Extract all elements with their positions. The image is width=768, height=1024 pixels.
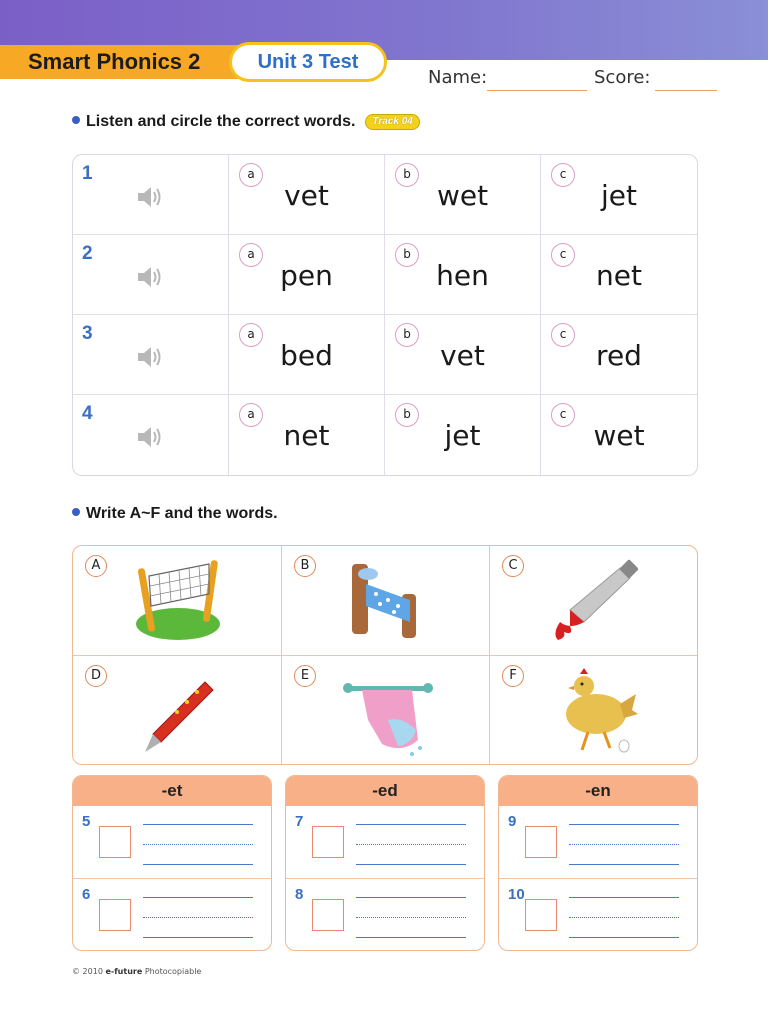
option-letter: b (395, 403, 419, 427)
question-number: 2 (82, 243, 93, 264)
word-box-ed (285, 775, 485, 951)
option-letter: c (551, 323, 575, 347)
option-word[interactable]: jet (444, 419, 481, 452)
option-cell[interactable] (229, 235, 385, 315)
speaker-icon[interactable] (135, 343, 165, 371)
writing-line[interactable] (569, 937, 679, 938)
option-word[interactable]: wet (593, 419, 645, 452)
option-cell[interactable] (541, 235, 697, 315)
track-badge: Track 04 (365, 114, 419, 130)
option-letter: a (239, 403, 263, 427)
word-box-heading: -en (499, 776, 697, 806)
writing-line[interactable] (569, 897, 679, 898)
option-cell[interactable] (385, 315, 541, 395)
answer-row (499, 806, 697, 879)
option-cell[interactable] (229, 395, 385, 475)
writing-line[interactable] (356, 897, 466, 898)
speaker-icon[interactable] (135, 423, 165, 451)
question-cell (73, 235, 229, 315)
answer-number: 10 (508, 886, 525, 903)
option-letter: b (395, 243, 419, 267)
net-icon (123, 550, 233, 650)
option-letter: c (551, 243, 575, 267)
writing-line[interactable] (143, 824, 253, 825)
option-word[interactable]: red (596, 339, 642, 372)
unit-title: Unit 3 Test (229, 42, 387, 82)
question-number: 4 (82, 403, 93, 424)
answer-number: 6 (82, 886, 91, 903)
wet-towel-icon (332, 660, 442, 760)
writing-guide-line (356, 917, 466, 918)
name-field-line[interactable] (487, 90, 587, 91)
option-letter: b (395, 323, 419, 347)
option-word[interactable]: vet (440, 339, 485, 372)
picture-cell (490, 546, 698, 656)
option-word[interactable]: jet (601, 179, 637, 212)
option-letter: c (551, 163, 575, 187)
bullet-icon (72, 116, 80, 124)
option-word[interactable]: hen (436, 259, 489, 292)
section2-instruction (72, 503, 278, 525)
answer-number: 7 (295, 813, 304, 830)
picture-letter: F (502, 665, 524, 687)
letter-answer-box[interactable] (525, 899, 557, 931)
option-word[interactable]: bed (280, 339, 333, 372)
question-number: 1 (82, 163, 93, 184)
option-letter: b (395, 163, 419, 187)
section1-instruction (72, 111, 420, 133)
picture-table (72, 545, 698, 765)
writing-line[interactable] (569, 824, 679, 825)
option-letter: a (239, 243, 263, 267)
option-word[interactable]: net (283, 419, 330, 452)
word-box-et (72, 775, 272, 951)
question-cell (73, 315, 229, 395)
option-cell[interactable] (385, 155, 541, 235)
question-number: 3 (82, 323, 93, 344)
answer-number: 9 (508, 813, 517, 830)
word-box-en (498, 775, 698, 951)
option-letter: c (551, 403, 575, 427)
copyright: © 2010 (72, 967, 103, 976)
pen-icon (123, 660, 233, 760)
option-letter: a (239, 163, 263, 187)
series-title: Smart Phonics 2 (28, 49, 201, 74)
picture-cell (282, 546, 490, 656)
question-cell (73, 155, 229, 235)
photocopiable-note: Photocopiable (144, 967, 202, 976)
option-cell[interactable] (541, 315, 697, 395)
writing-guide-line (356, 844, 466, 845)
letter-answer-box[interactable] (312, 899, 344, 931)
answer-row (286, 879, 484, 951)
answer-row (73, 879, 271, 951)
option-cell[interactable] (229, 315, 385, 395)
picture-letter: A (85, 555, 107, 577)
speaker-icon[interactable] (135, 263, 165, 291)
option-cell[interactable] (541, 395, 697, 475)
picture-cell (282, 656, 490, 765)
answer-number: 5 (82, 813, 91, 830)
writing-line[interactable] (143, 864, 253, 865)
letter-answer-box[interactable] (99, 826, 131, 858)
option-letter: a (239, 323, 263, 347)
section1-instruction-text: Listen and circle the correct words. (86, 113, 356, 130)
writing-line[interactable] (356, 824, 466, 825)
answer-row (73, 806, 271, 879)
picture-cell (73, 546, 282, 656)
answer-number: 8 (295, 886, 304, 903)
option-cell[interactable] (385, 235, 541, 315)
answer-row (499, 879, 697, 951)
bed-icon (332, 550, 442, 650)
writing-line[interactable] (143, 897, 253, 898)
letter-answer-box[interactable] (312, 826, 344, 858)
option-cell[interactable] (385, 395, 541, 475)
name-label: Name: (428, 67, 488, 88)
writing-line[interactable] (356, 937, 466, 938)
picture-letter: C (502, 555, 524, 577)
speaker-icon[interactable] (135, 183, 165, 211)
option-word[interactable]: wet (436, 179, 489, 212)
hen-icon (540, 660, 650, 760)
letter-answer-box[interactable] (525, 826, 557, 858)
option-word[interactable]: vet (284, 179, 329, 212)
option-word[interactable]: pen (280, 259, 333, 292)
writing-line[interactable] (356, 864, 466, 865)
word-box-heading: -et (73, 776, 271, 806)
writing-guide-line (143, 844, 253, 845)
writing-guide-line (569, 844, 679, 845)
word-box-heading: -ed (286, 776, 484, 806)
question-cell (73, 395, 229, 475)
answer-row (286, 806, 484, 879)
writing-guide-line (143, 917, 253, 918)
picture-cell (490, 656, 698, 765)
picture-cell (73, 656, 282, 765)
picture-letter: E (294, 665, 316, 687)
picture-letter: B (294, 555, 316, 577)
writing-line[interactable] (143, 937, 253, 938)
publisher-logo: e-future (105, 967, 143, 976)
option-cell[interactable] (541, 155, 697, 235)
red-paint-tube-icon (540, 550, 650, 650)
bullet-icon (72, 508, 80, 516)
writing-guide-line (569, 917, 679, 918)
listen-table (72, 154, 698, 476)
option-cell[interactable] (229, 155, 385, 235)
score-label: Score: (594, 67, 651, 88)
section2-instruction-text: Write A~F and the words. (86, 505, 278, 522)
letter-answer-box[interactable] (99, 899, 131, 931)
footer (72, 966, 201, 978)
score-field-line[interactable] (655, 90, 717, 91)
writing-line[interactable] (569, 864, 679, 865)
picture-letter: D (85, 665, 107, 687)
option-word[interactable]: net (596, 259, 642, 292)
